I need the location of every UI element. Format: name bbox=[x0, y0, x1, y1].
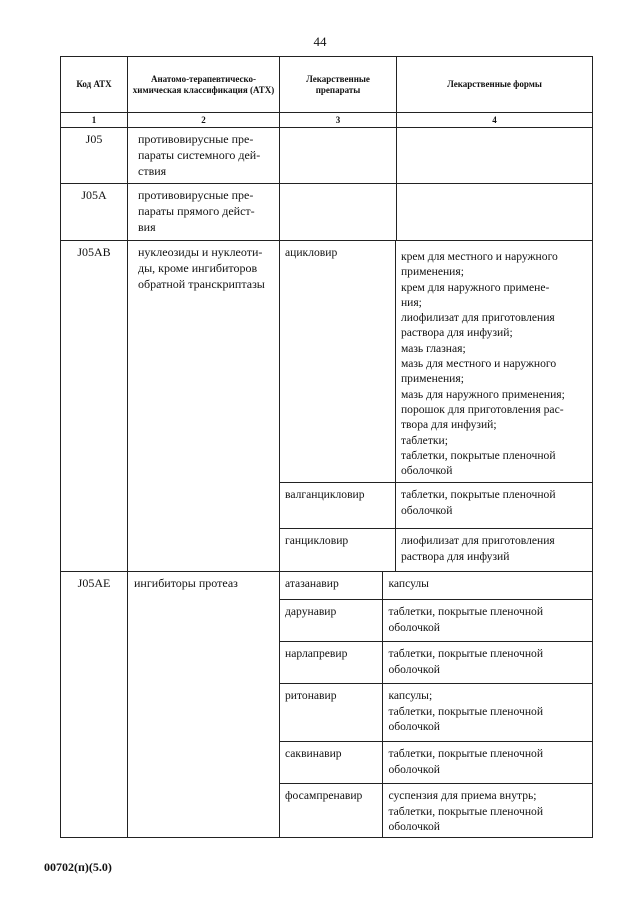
drug-row bbox=[280, 784, 592, 837]
atc-classification: противовирусные пре- параты прямого дейст- вия bbox=[128, 184, 280, 240]
drug-name: дарунавир bbox=[280, 600, 383, 642]
drug-name: валганцикловир bbox=[280, 483, 395, 529]
drug-row bbox=[280, 600, 592, 642]
drug-forms: лиофилизат для приготовления раствора для инфузий bbox=[395, 529, 592, 571]
atc-classification: нуклеозиды и нуклеоти- ды, кроме ингибиторов обратной транскриптазы bbox=[128, 240, 280, 571]
drug-row bbox=[280, 742, 592, 784]
drug-name: ацикловир bbox=[280, 241, 395, 483]
drug-forms: крем для местного и наружного применения; крем для наружного примене- ния; лиофилизат для приготовления раствора для инфузий; мазь глазная; мазь для местного и наружного применения; мазь для наружного применения; порошок для приготовления рас- твора для инфузий; таблетки; таблетки, покрытые пленочной оболочкой bbox=[395, 241, 592, 483]
atc-classification: противовирусные пре- параты системного дей- ствия bbox=[128, 128, 280, 184]
atc-code: J05AB bbox=[61, 240, 128, 571]
drug-forms: капсулы; таблетки, покрытые пленочной оболочкой bbox=[383, 684, 592, 742]
drug-name: саквинавир bbox=[280, 742, 383, 784]
drug-name: ритонавир bbox=[280, 684, 383, 742]
atc-code: J05AE bbox=[61, 571, 128, 837]
table-row bbox=[61, 240, 593, 571]
drug-list bbox=[280, 572, 592, 837]
page-number: 44 bbox=[313, 34, 327, 49]
drug-name: атазанавир bbox=[280, 572, 383, 600]
header-classification: Анатомо-терапевтическо-химическая классификация (АТХ) bbox=[128, 57, 280, 113]
header-code: Код АТХ bbox=[61, 57, 128, 113]
atc-classification: ингибиторы протеаз bbox=[128, 571, 280, 837]
col-number: 1 bbox=[61, 113, 128, 128]
header-forms: Лекарственные формы bbox=[397, 57, 593, 113]
drug-row bbox=[280, 483, 592, 529]
drug-row bbox=[280, 642, 592, 684]
drug-name: фосампренавир bbox=[280, 784, 383, 837]
col-number: 2 bbox=[128, 113, 280, 128]
drug-forms: таблетки, покрытые пленочной оболочкой bbox=[383, 742, 592, 784]
drug-forms: таблетки, покрытые пленочной оболочкой bbox=[383, 642, 592, 684]
drug-name: нарлапревир bbox=[280, 642, 383, 684]
col-number: 3 bbox=[280, 113, 397, 128]
table-row bbox=[61, 128, 593, 184]
drug-row bbox=[280, 572, 592, 600]
col-number: 4 bbox=[397, 113, 593, 128]
column-number-row bbox=[61, 113, 593, 128]
drug-forms: таблетки, покрытые пленочной оболочкой bbox=[395, 483, 592, 529]
atc-table bbox=[60, 56, 593, 838]
drug-forms: таблетки, покрытые пленочной оболочкой bbox=[383, 600, 592, 642]
table-row bbox=[61, 184, 593, 240]
document-code: 00702(п)(5.0) bbox=[44, 860, 112, 874]
atc-code: J05 bbox=[61, 128, 128, 184]
drug-list bbox=[280, 241, 592, 571]
table-row bbox=[61, 571, 593, 837]
drug-forms: суспензия для приема внутрь; таблетки, покрытые пленочной оболочкой bbox=[383, 784, 592, 837]
drug-row bbox=[280, 241, 592, 483]
drug-name: ганцикловир bbox=[280, 529, 395, 571]
drug-row bbox=[280, 684, 592, 742]
drug-row bbox=[280, 529, 592, 571]
drug-forms: капсулы bbox=[383, 572, 592, 600]
atc-code: J05A bbox=[61, 184, 128, 240]
header-drugs: Лекарственные препараты bbox=[280, 57, 397, 113]
header-row bbox=[61, 57, 593, 113]
